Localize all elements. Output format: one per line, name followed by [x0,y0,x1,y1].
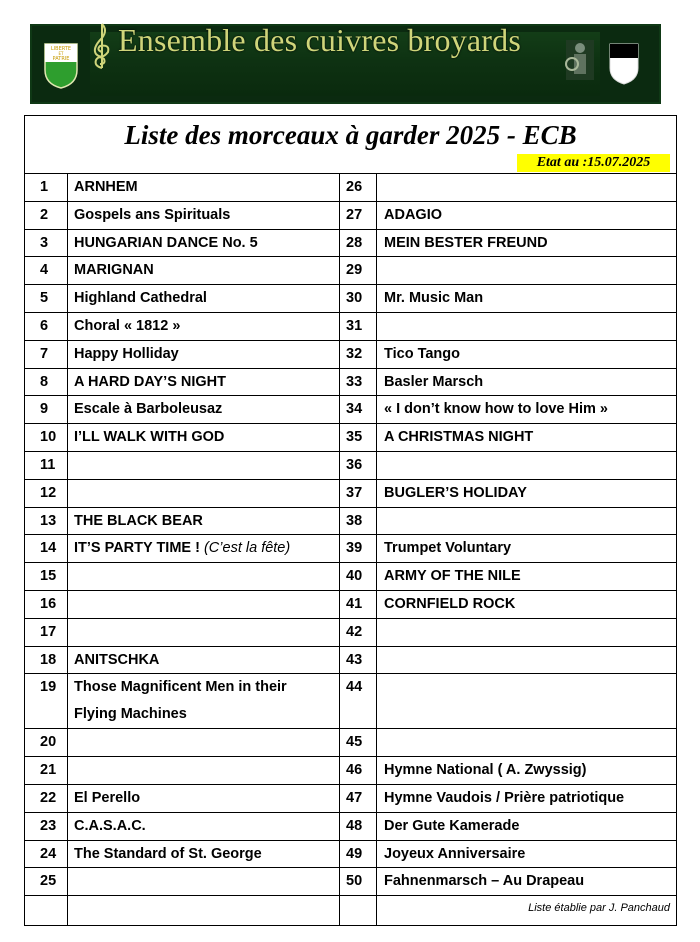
vaud-shield-icon [43,42,79,90]
piece-title: Fahnenmarsch – Au Drapeau [384,873,585,890]
piece-number: 9 [40,401,49,418]
piece-title: Der Gute Kamerade [384,817,520,834]
piece-title: I’LL WALK WITH GOD [74,429,225,446]
piece-number: 38 [346,512,363,529]
piece-title: MEIN BESTER FREUND [384,234,548,251]
piece-number: 45 [346,734,363,751]
piece-number: 17 [40,623,57,640]
piece-title: Tico Tango [384,345,460,362]
shield-text-3: PATRIE [52,56,70,62]
piece-number: 24 [40,845,57,862]
piece-number: 19 [40,679,57,696]
piece-number: 15 [40,568,57,585]
piece-number: 43 [346,651,363,668]
piece-title: Those Magnificent Men in their [74,679,287,696]
piece-title-line2: Flying Machines [74,706,187,723]
piece-title: BUGLER’S HOLIDAY [384,484,527,501]
piece-number: 39 [346,540,363,557]
piece-number: 31 [346,318,363,334]
piece-number: 14 [40,540,57,557]
page-title: Liste des morceaux à garder 2025 - ECB [124,120,577,150]
piece-title: The Standard of St. George [74,845,262,862]
treble-clef-icon [90,22,112,72]
table-column-rule [67,173,68,925]
piece-number: 20 [40,734,57,751]
piece-number: 47 [346,790,363,806]
piece-number: 48 [346,817,363,834]
piece-number: 35 [346,429,363,446]
table-column-rule [339,173,340,925]
piece-title: ADAGIO [384,206,442,223]
piece-title: ANITSCHKA [74,651,160,668]
shield-text-2: ET [58,51,64,56]
piece-number: 5 [40,290,49,307]
piece-title: Escale à Barboleusaz [74,401,223,418]
footer-credit: Liste établie par J. Panchaud [528,902,670,914]
piece-title: Joyeux Anniversaire [384,845,526,862]
piece-title: HUNGARIAN DANCE No. 5 [74,234,258,251]
piece-number: 25 [40,873,57,890]
piece-title: ARMY OF THE NILE [384,568,521,585]
shield-text-1: LIBERTE [50,46,72,52]
piece-title: Basler Marsch [384,373,484,390]
piece-number: 34 [346,401,363,418]
piece-number: 30 [346,290,363,307]
piece-title: « I don’t know how to love Him » [384,401,608,418]
piece-number: 22 [40,790,57,806]
piece-number: 41 [346,596,363,612]
piece-title: ARNHEM [74,179,138,195]
piece-number: 33 [346,373,363,390]
piece-title: CORNFIELD ROCK [384,596,516,612]
piece-title: Trumpet Voluntary [384,540,512,557]
piece-number: 29 [346,262,363,279]
piece-title: A HARD DAY’S NIGHT [74,373,226,390]
piece-number: 12 [40,484,57,501]
fribourg-shield-icon [608,42,640,86]
banner-title: Ensemble des cuivres broyards [118,22,522,58]
piece-title: Hymne National ( A. Zwyssig) [384,762,587,779]
piece-number: 44 [346,679,363,696]
piece-title: Choral « 1812 » [74,318,181,334]
piece-number: 42 [346,623,363,640]
status-date-badge: Etat au :15.07.2025 [517,154,670,172]
piece-number: 23 [40,817,57,834]
piece-number: 21 [40,762,57,779]
piece-number: 8 [40,373,49,390]
piece-number: 18 [40,651,57,668]
piece-number: 40 [346,568,363,585]
piece-title: Gospels ans Spirituals [74,206,231,223]
piece-number: 36 [346,457,363,473]
piece-number: 37 [346,484,363,501]
piece-number: 16 [40,596,57,612]
piece-number: 32 [346,345,363,362]
piece-title: Happy Holliday [74,345,179,362]
piece-number: 46 [346,762,363,779]
piece-title: THE BLACK BEAR [74,512,203,529]
piece-title-main: IT’S PARTY TIME ! [74,540,200,557]
piece-number: 28 [346,234,363,251]
piece-title: C.A.S.A.C. [74,817,146,834]
piece-title: Mr. Music Man [384,290,484,307]
piece-title [74,534,336,562]
piece-title: El Perello [74,790,141,806]
piece-subtitle: (C’est la fête) [199,540,291,557]
piece-number: 26 [346,179,363,195]
piece-number: 10 [40,429,57,446]
piece-title: Highland Cathedral [74,290,207,307]
piece-number: 2 [40,206,49,223]
piece-number: 1 [40,179,49,195]
piece-number: 50 [346,873,363,890]
piece-number: 11 [40,457,56,473]
piece-title: A CHRISTMAS NIGHT [384,429,534,446]
brass-band-figure-icon [562,34,598,82]
piece-number: 13 [40,512,57,529]
piece-number: 4 [40,262,49,279]
piece-number: 3 [40,234,49,251]
piece-number: 6 [40,318,49,334]
piece-title: MARIGNAN [74,262,154,279]
table-column-rule [376,173,377,925]
piece-number: 7 [40,345,49,362]
piece-number: 27 [346,206,363,223]
piece-number: 49 [346,845,363,862]
piece-title: Hymne Vaudois / Prière patriotique [384,790,625,806]
